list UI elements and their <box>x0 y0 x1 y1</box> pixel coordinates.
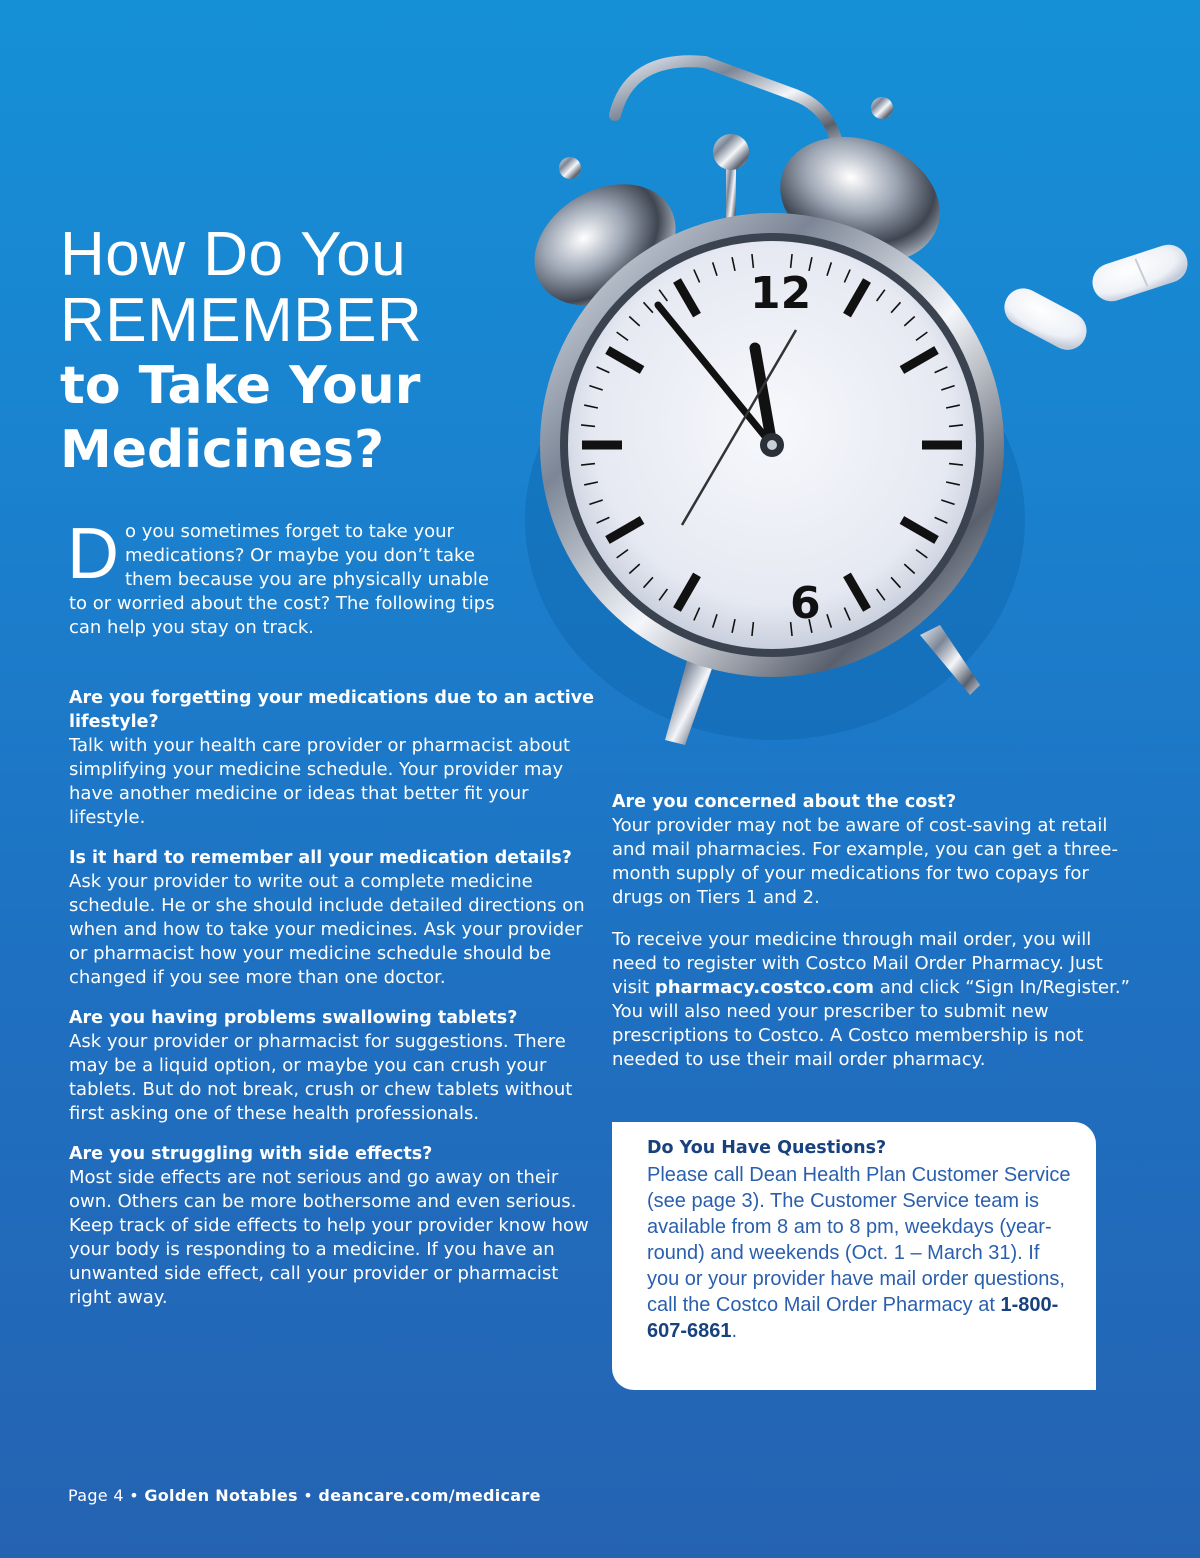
cost-answer: Your provider may not be aware of cost-saving at retail and mail pharmacies. For example, you can get a three-month supply of your medications for two copays for drugs on Tiers 1 and 2. <box>612 815 1118 908</box>
title-line-1: How Do You <box>60 220 407 289</box>
page-title <box>60 222 500 482</box>
clock-numeral-6: 6 <box>790 578 821 629</box>
footer-separator: • <box>123 1486 145 1505</box>
tip-question: Are you forgetting your medications due to an active lifestyle? <box>69 688 594 732</box>
clock-numeral-12: 12 <box>750 268 812 319</box>
phone-number[interactable]: 1-800-607-6861 <box>647 1294 1059 1342</box>
tip-section <box>69 846 594 990</box>
tip-section <box>69 1142 594 1310</box>
pill-image-2 <box>1085 238 1195 308</box>
drop-cap: D <box>67 514 119 594</box>
callout-body <box>647 1162 1076 1344</box>
footer-url[interactable]: deancare.com/medicare <box>318 1486 541 1505</box>
tip-question: Are you struggling with side effects? <box>69 1144 433 1164</box>
cost-section <box>612 790 1132 910</box>
pill-image-1 <box>995 280 1095 360</box>
callout-end: . <box>731 1320 738 1342</box>
page-footer <box>68 1486 541 1505</box>
page-number: Page 4 <box>68 1486 124 1505</box>
right-column <box>612 790 1132 1090</box>
title-line-3: to Take Your <box>60 356 421 416</box>
callout-text: Please call Dean Health Plan Customer Service (see page 3). The Customer Service team is available from 8 am to 8 pm, weekdays (year-round) and weekends (Oct. 1 – March 31). If you or your provider have mail order questions, call the Costco Mail Order Pharmacy at <box>647 1164 1071 1316</box>
alarm-clock-image <box>500 50 1060 770</box>
pharmacy-link[interactable]: pharmacy.costco.com <box>654 977 875 998</box>
title-line-2: REMEMBER <box>60 286 423 355</box>
tip-section <box>69 1006 594 1126</box>
tip-question: Is it hard to remember all your medication details? <box>69 848 572 868</box>
footer-separator: • <box>297 1486 319 1505</box>
tip-question: Are you having problems swallowing tablets? <box>69 1008 518 1028</box>
mail-order-text-1: To receive your medicine through mail order, you will need to register with Costco Mail Order Pharmacy. Just visit <box>612 929 1103 998</box>
tip-answer: Ask your provider or pharmacist for suggestions. There may be a liquid option, or maybe you can crush your tablets. But do not break, crush or chew tablets without first asking one of these health professionals. <box>69 1031 573 1124</box>
cost-question: Are you concerned about the cost? <box>612 792 957 812</box>
left-column <box>69 686 594 1326</box>
intro-text: o you sometimes forget to take your medications? Or maybe you don’t take them because you are physically unable to or worried about the cost? The following tips can help you stay on track. <box>69 521 495 638</box>
callout-heading: Do You Have Questions? <box>647 1138 887 1158</box>
tip-answer: Talk with your health care provider or pharmacist about simplifying your medicine schedule. Your provider may have another medicine or ideas that better fit your lifestyle. <box>69 735 571 828</box>
tip-answer: Ask your provider to write out a complete medicine schedule. He or she should include detailed directions on when and how to take your medicines. Ask your provider or pharmacist how your medicine schedule should be changed if you see more than one doctor. <box>69 871 585 988</box>
title-line-4: Medicines? <box>60 420 385 480</box>
questions-callout <box>612 1122 1096 1390</box>
publication-name: Golden Notables <box>144 1486 298 1505</box>
tip-section <box>69 686 594 830</box>
tip-answer: Most side effects are not serious and go away on their own. Others can be more bothersome and even serious. Keep track of side effects to help your provider know how your body is responding to a medicine. If you have an unwanted side effect, call your provider or pharmacist right away. <box>69 1167 589 1308</box>
mail-order-text-2: and click “Sign In/Register.” You will also need your prescriber to submit new prescriptions to Costco. A Costco membership is not needed to use their mail order pharmacy. <box>612 977 1130 1070</box>
mail-order-paragraph <box>612 928 1132 1072</box>
intro-paragraph <box>67 514 509 640</box>
